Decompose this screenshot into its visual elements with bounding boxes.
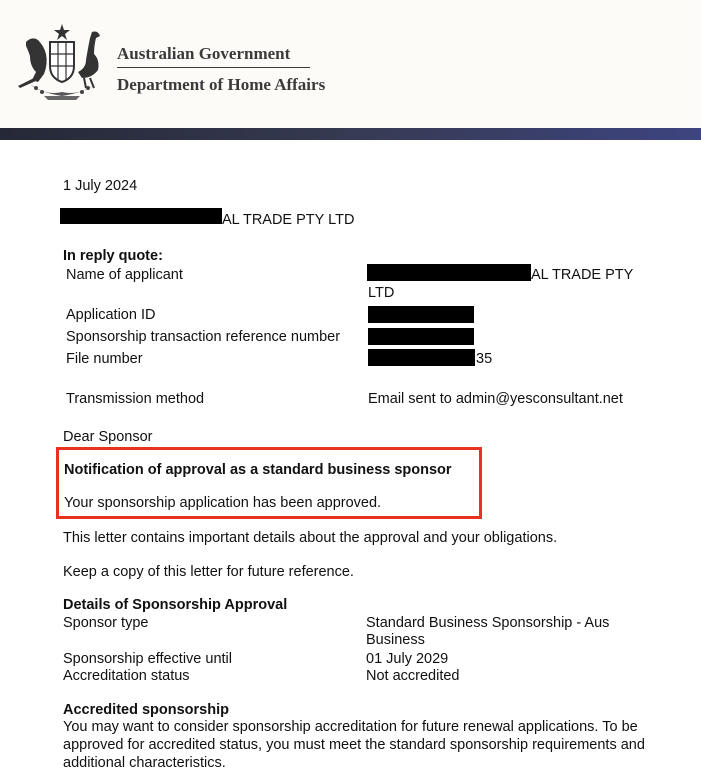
transmission-label: Transmission method <box>66 391 205 407</box>
addressee-name: AL TRADE PTY LTD <box>222 212 355 228</box>
file-number-label: File number <box>66 351 143 367</box>
effective-until-value: 01 July 2029 <box>366 651 449 667</box>
redaction-block <box>368 349 475 366</box>
title-divider <box>117 67 310 68</box>
applicant-label: Name of applicant <box>66 267 183 283</box>
reply-quote-heading: In reply quote: <box>63 248 163 264</box>
approval-text: Your sponsorship application has been approved. <box>64 495 382 511</box>
salutation: Dear Sponsor <box>63 429 153 445</box>
sponsor-type-label: Sponsor type <box>63 615 149 631</box>
applicant-value-line2: LTD <box>368 285 395 301</box>
transmission-value: Email sent to admin@yesconsultant.net <box>368 391 623 407</box>
accreditation-value: Not accredited <box>366 668 460 684</box>
letter-date: 1 July 2024 <box>63 178 138 194</box>
redaction-block <box>367 264 531 281</box>
notification-heading: Notification of approval as a standard business sponsor <box>64 462 452 478</box>
redaction-block <box>368 306 474 323</box>
sponsor-type-value: Standard Business Sponsorship - Aus <box>366 615 610 631</box>
transaction-ref-label: Sponsorship transaction reference number <box>66 329 341 345</box>
redaction-block <box>60 208 222 224</box>
sponsor-type-value-line2: Business <box>366 632 425 648</box>
letterhead <box>0 0 701 128</box>
keep-copy-note: Keep a copy of this letter for future reference. <box>63 564 354 580</box>
effective-until-label: Sponsorship effective until <box>63 651 233 667</box>
intro-paragraph: This letter contains important details about the approval and your obligations. <box>63 530 558 546</box>
department-title: Department of Home Affairs <box>117 75 326 94</box>
file-number-value: 35 <box>476 351 493 367</box>
header-band <box>0 128 701 140</box>
accredited-body: You may want to consider sponsorship accreditation for future renewal applications. To be approved for accredited status, you must meet the standard sponsorship requirements and additional characteristics. <box>63 719 645 771</box>
redaction-block <box>368 328 474 345</box>
accredited-heading: Accredited sponsorship <box>63 702 229 718</box>
application-id-label: Application ID <box>66 307 156 323</box>
accreditation-label: Accreditation status <box>63 668 190 684</box>
applicant-value: AL TRADE PTY <box>531 267 634 283</box>
government-title: Australian Government <box>117 44 291 63</box>
details-heading: Details of Sponsorship Approval <box>63 597 288 613</box>
coat-of-arms-icon <box>16 22 108 100</box>
